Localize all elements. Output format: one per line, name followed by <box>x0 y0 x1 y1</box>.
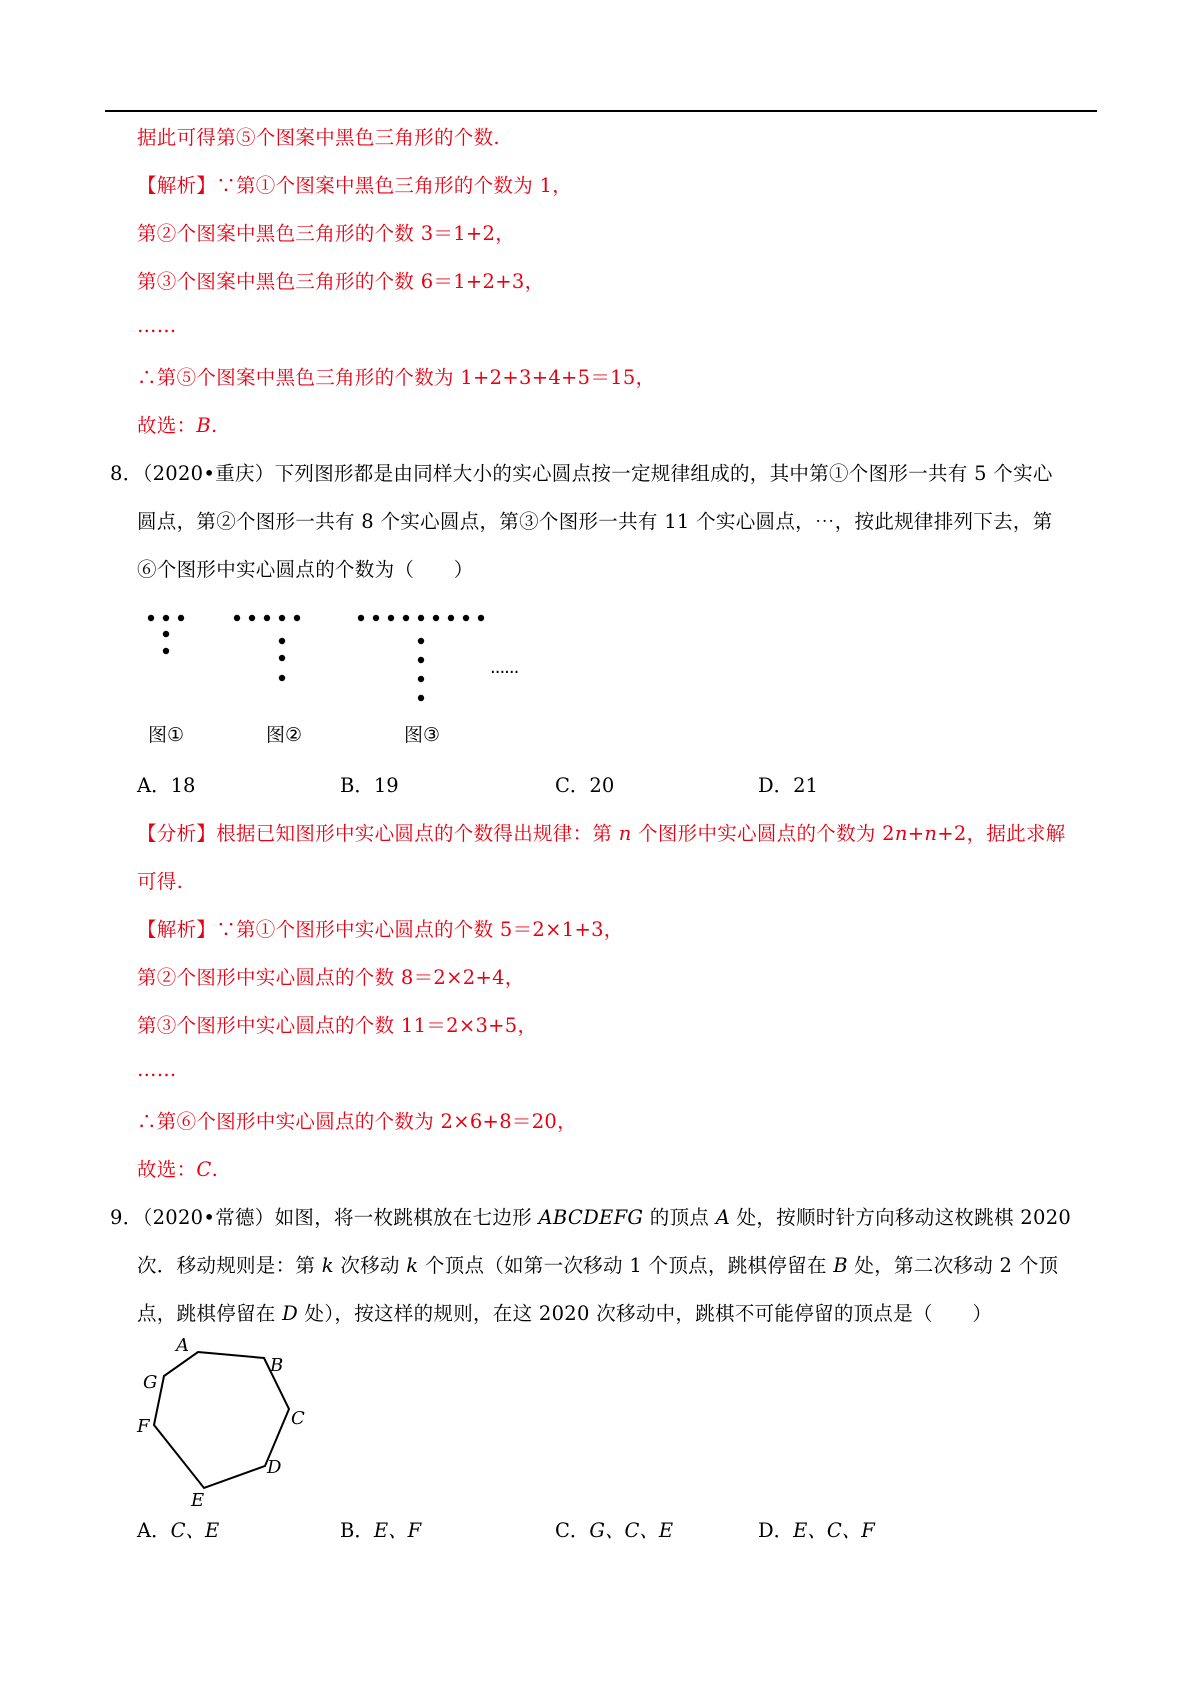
q9-line-1: 9．（2020•常德）如图，将一枚跳棋放在七边形 ABCDEFG 的顶点 A 处，按顺时针方向移动这枚跳棋 2020 <box>110 1206 1072 1229</box>
figure-label-2: 图② <box>266 724 303 746</box>
q9-option-c: C．G、C、E <box>555 1519 674 1542</box>
vertex-label-g: G <box>143 1372 158 1393</box>
q8-solution-line-1: 【解析】∵第①个图形中实心圆点的个数 5＝2×1+3， <box>137 918 624 941</box>
figure-ellipsis: ...... <box>490 657 519 678</box>
vertex-label-b: B <box>270 1355 284 1376</box>
prev-line-1: 据此可得第⑤个图案中黑色三角形的个数. <box>137 126 500 149</box>
q8-solution-line-5: ∴第⑥个图形中实心圆点的个数为 2×6+8＝20， <box>137 1110 577 1133</box>
q8-option-a: A．18 <box>137 774 196 797</box>
q8-option-b: B．19 <box>340 774 399 797</box>
vertex-label-a: A <box>176 1335 189 1356</box>
prev-line-2: 【解析】∵第①个图案中黑色三角形的个数为 1， <box>137 174 573 197</box>
figure-label-3: 图③ <box>404 724 441 746</box>
q9-line-3: 点，跳棋停留在 D 处），按这样的规则，在这 2020 次移动中，跳棋不可能停留的顶点是（ ） <box>137 1302 993 1325</box>
q9-option-d: D．E、C、F <box>758 1519 875 1542</box>
q8-line-3: ⑥个图形中实心圆点的个数为（ ） <box>137 558 474 581</box>
q8-answer-line: 故选：C. <box>137 1158 219 1181</box>
q8-line-1: 8．（2020•重庆）下列图形都是由同样大小的实心圆点按一定规律组成的，其中第①个图形一共有 5 个实心 <box>110 462 1053 485</box>
vertex-label-f: F <box>137 1416 150 1437</box>
q8-option-d: D．21 <box>758 774 818 797</box>
q9-option-a: A．C、E <box>137 1519 220 1542</box>
q8-option-c: C．20 <box>555 774 615 797</box>
q8-analysis-line-2: 可得. <box>137 870 184 893</box>
prev-line-6: ∴第⑤个图案中黑色三角形的个数为 1+2+3+4+5＝15， <box>137 366 656 389</box>
q9-option-b: B．E、F <box>340 1519 422 1542</box>
vertex-label-c: C <box>291 1408 305 1429</box>
q8-analysis-line-1: 【分析】根据已知图形中实心圆点的个数得出规律：第 n 个图形中实心圆点的个数为 2n+n+2，据此求解 <box>137 822 1066 845</box>
q8-solution-line-2: 第②个图形中实心圆点的个数 8＝2×2+4， <box>137 966 525 989</box>
q9-line-2: 次．移动规则是：第 k 次移动 k 个顶点（如第一次移动 1 个顶点，跳棋停留在 B 处，第二次移动 2 个顶 <box>137 1254 1059 1277</box>
figure-label-1: 图① <box>148 724 185 746</box>
q8-solution-line-3: 第③个图形中实心圆点的个数 11＝2×3+5， <box>137 1014 538 1037</box>
prev-answer-line: 故选：B. <box>137 414 218 437</box>
vertex-label-e: E <box>191 1490 205 1511</box>
vertex-label-d: D <box>267 1457 282 1478</box>
prev-line-4: 第③个图案中黑色三角形的个数 6＝1+2+3， <box>137 270 545 293</box>
q8-solution-line-4: …… <box>137 1058 177 1081</box>
prev-line-3: 第②个图案中黑色三角形的个数 3＝1+2， <box>137 222 516 245</box>
prev-line-5: …… <box>137 314 177 337</box>
q8-line-2: 圆点，第②个图形一共有 8 个实心圆点，第③个图形一共有 11 个实心圆点，⋯，按此规律排列下去，第 <box>137 510 1053 533</box>
